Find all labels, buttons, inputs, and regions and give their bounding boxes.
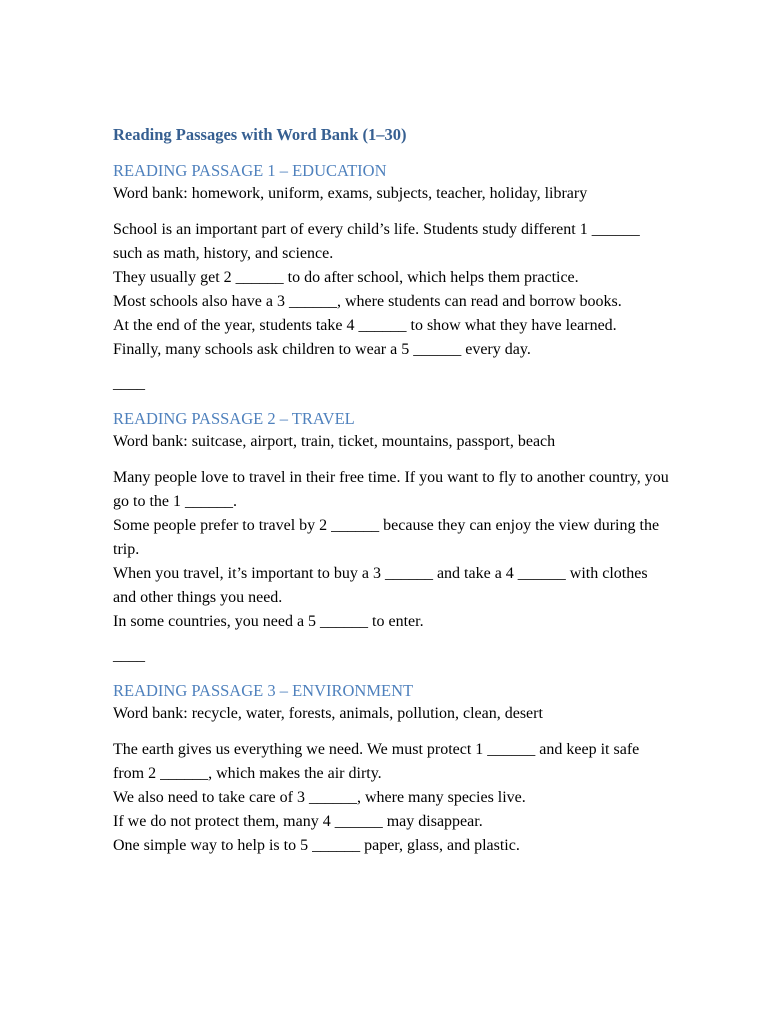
passage-line: If we do not protect them, many 4 ______ may disappear. bbox=[113, 813, 483, 830]
section-heading: READING PASSAGE 2 – TRAVEL bbox=[113, 409, 355, 428]
word-bank: Word bank: recycle, water, forests, animals, pollution, clean, desert bbox=[113, 705, 543, 722]
passage-line: At the end of the year, students take 4 ______ to show what they have learned. bbox=[113, 317, 617, 334]
passage-section-travel bbox=[113, 408, 673, 668]
passage-line: In some countries, you need a 5 ______ to enter. bbox=[113, 613, 424, 630]
document-title: Reading Passages with Word Bank (1–30) bbox=[113, 125, 407, 144]
word-bank: Word bank: suitcase, airport, train, ticket, mountains, passport, beach bbox=[113, 433, 556, 450]
section-divider: ____ bbox=[113, 375, 145, 392]
passage-section-environment bbox=[113, 680, 673, 858]
passage-line: They usually get 2 ______ to do after school, which helps them practice. bbox=[113, 269, 579, 286]
document-page bbox=[113, 124, 673, 858]
section-heading: READING PASSAGE 1 – EDUCATION bbox=[113, 161, 387, 180]
passage-line: When you travel, it’s important to buy a 3 ______ and take a 4 ______ with clothes and other things you need. bbox=[113, 565, 648, 606]
passage-section-education bbox=[113, 160, 673, 396]
passage-line: Many people love to travel in their free time. If you want to fly to another country, you go to the 1 ______. bbox=[113, 469, 669, 510]
passage-line: One simple way to help is to 5 ______ paper, glass, and plastic. bbox=[113, 837, 520, 854]
passage-line: The earth gives us everything we need. We must protect 1 ______ and keep it safe from 2 ______, which makes the air dirty. bbox=[113, 741, 640, 782]
section-heading: READING PASSAGE 3 – ENVIRONMENT bbox=[113, 681, 414, 700]
section-divider: ____ bbox=[113, 647, 145, 664]
passage-line: School is an important part of every child’s life. Students study different 1 ______ such as math, history, and science. bbox=[113, 221, 640, 262]
word-bank: Word bank: homework, uniform, exams, subjects, teacher, holiday, library bbox=[113, 185, 588, 202]
passage-line: Most schools also have a 3 ______, where students can read and borrow books. bbox=[113, 293, 622, 310]
passage-line: Finally, many schools ask children to wear a 5 ______ every day. bbox=[113, 341, 531, 358]
passage-line: Some people prefer to travel by 2 ______ because they can enjoy the view during the trip. bbox=[113, 517, 660, 558]
passage-line: We also need to take care of 3 ______, where many species live. bbox=[113, 789, 526, 806]
